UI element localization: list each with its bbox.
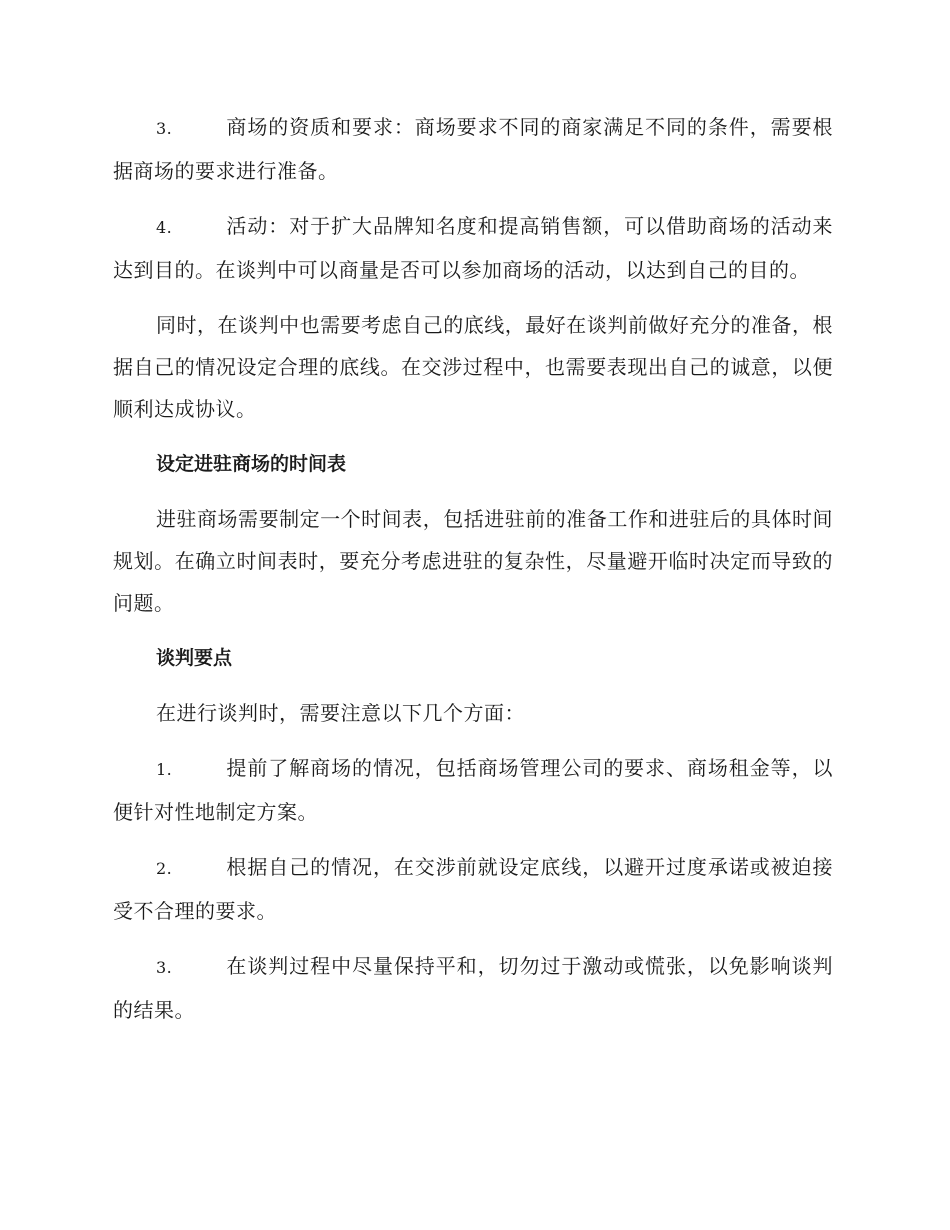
document-page bbox=[113, 106, 833, 1044]
section-heading-schedule: 设定进驻商场的时间表 bbox=[156, 453, 347, 475]
section-heading-negotiation: 谈判要点 bbox=[156, 647, 233, 669]
list-item-text: 提前了解商场的情况，包括商场管理公司的要求、商场租金等，以便针对性地制定方案。 bbox=[113, 756, 833, 824]
list-item bbox=[113, 205, 833, 291]
list-item-text: 根据自己的情况，在交涉前就设定底线，以避开过度承诺或被迫接受不合理的要求。 bbox=[113, 855, 833, 923]
list-item-number: 4. bbox=[156, 218, 173, 237]
list-item bbox=[113, 747, 833, 833]
list-item-text: 活动：对于扩大品牌知名度和提高销售额，可以借助商场的活动来达到目的。在谈判中可以商量是否可以参加商场的活动，以达到自己的目的。 bbox=[113, 214, 833, 282]
list-item bbox=[113, 846, 833, 932]
paragraph-schedule: 进驻商场需要制定一个时间表，包括进驻前的准备工作和进驻后的具体时间规划。在确立时间表时，要充分考虑进驻的复杂性，尽量避开临时决定而导致的问题。 bbox=[113, 507, 833, 615]
paragraph-baseline: 同时，在谈判中也需要考虑自己的底线，最好在谈判前做好充分的准备，根据自己的情况设定合理的底线。在交涉过程中，也需要表现出自己的诚意，以便顺利达成协议。 bbox=[113, 313, 833, 421]
list-item-number: 2. bbox=[156, 859, 173, 878]
list-item-number: 3. bbox=[156, 958, 173, 977]
list-item bbox=[113, 106, 833, 192]
list-item bbox=[113, 945, 833, 1031]
list-item-text: 商场的资质和要求：商场要求不同的商家满足不同的条件，需要根据商场的要求进行准备。 bbox=[113, 115, 833, 183]
list-item-text: 在谈判过程中尽量保持平和，切勿过于激动或慌张，以免影响谈判的结果。 bbox=[113, 954, 833, 1022]
list-item-number: 1. bbox=[156, 760, 173, 779]
paragraph-negotiation-intro: 在进行谈判时，需要注意以下几个方面： bbox=[156, 701, 525, 725]
list-item-number: 3. bbox=[156, 119, 173, 138]
